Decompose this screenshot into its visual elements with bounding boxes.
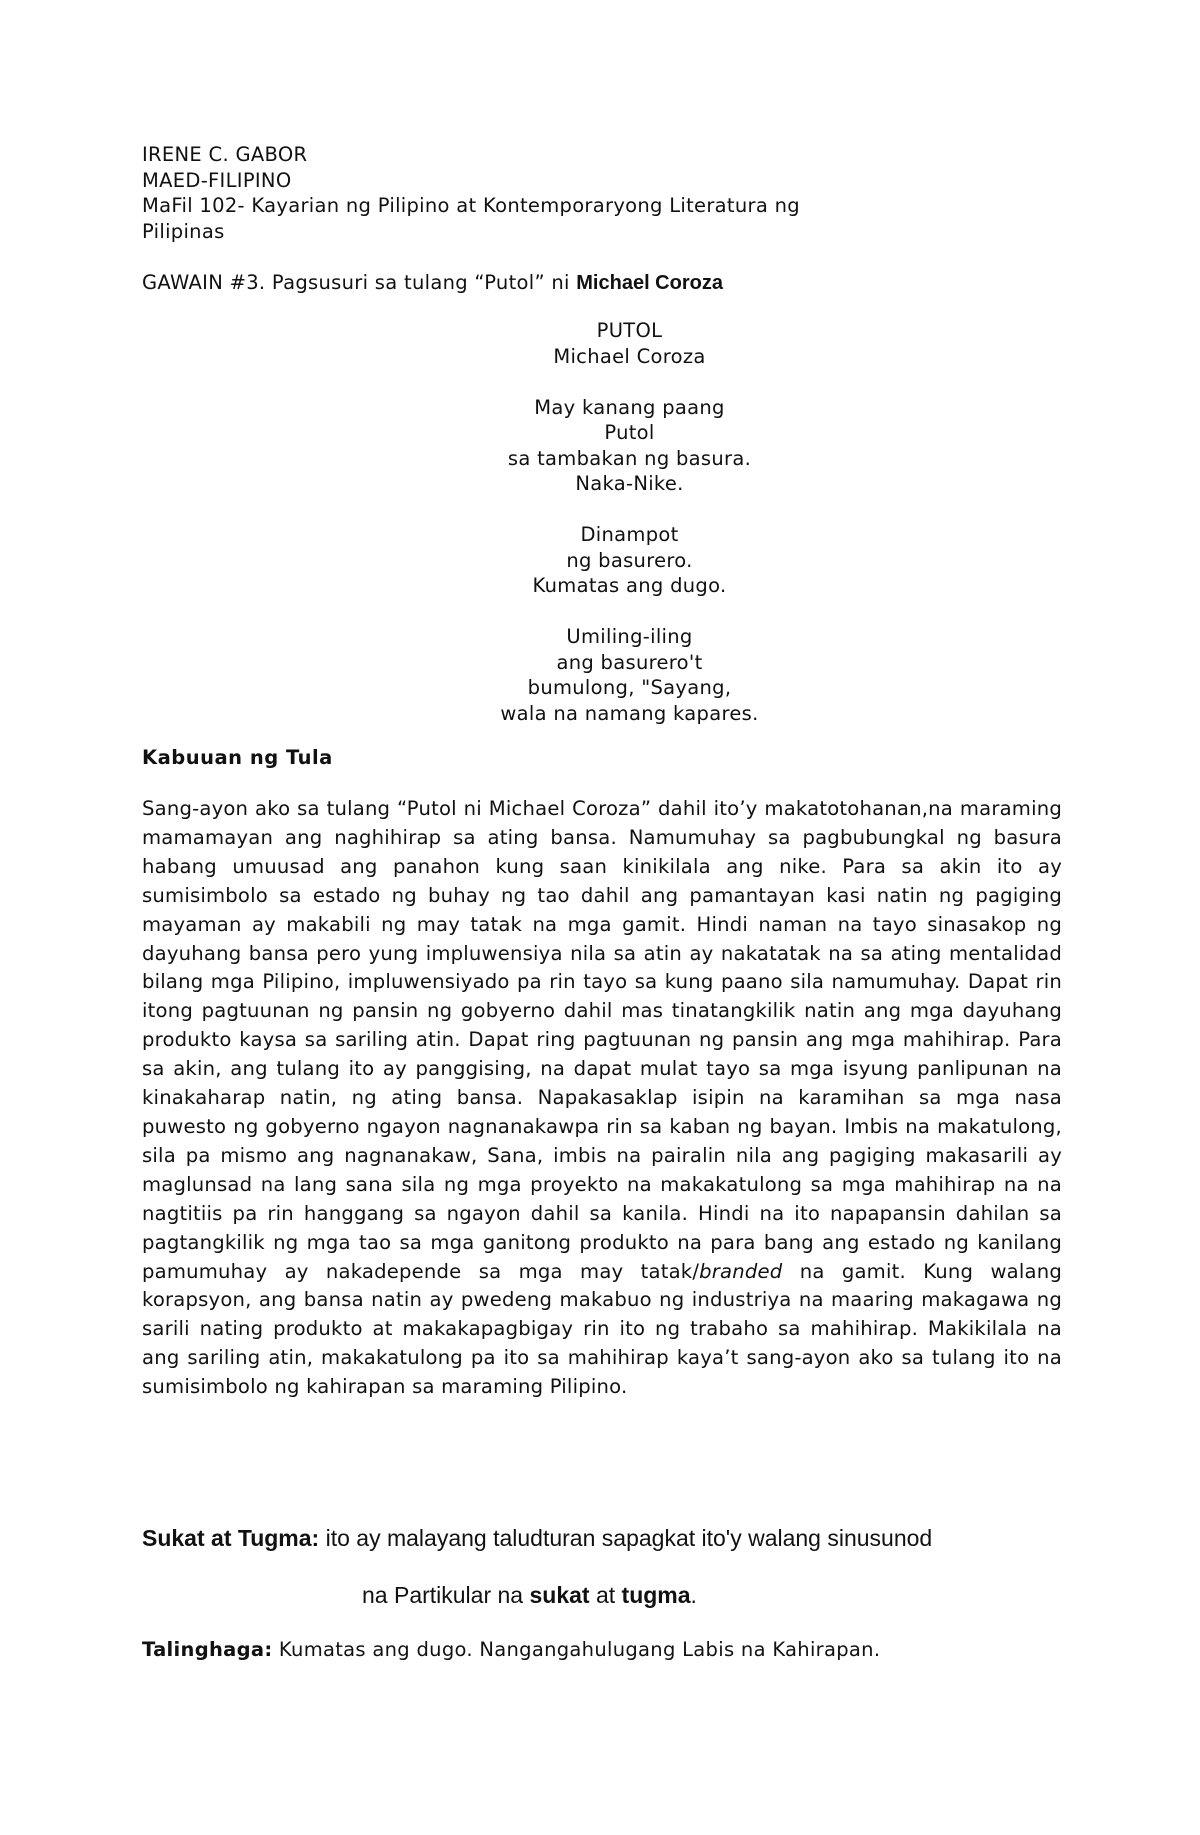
poem-line: sa tambakan ng basura. [507, 446, 752, 470]
poem-line: bumulong, "Sayang, [527, 676, 732, 699]
author-name: IRENE C. GABOR [142, 143, 308, 166]
tugma-word: tugma [621, 1582, 691, 1608]
sukat-cont-prefix: na Partikular na [362, 1582, 530, 1608]
program-name: MAED-FILIPINO [142, 168, 292, 192]
sukat-tugma-continuation [362, 1582, 697, 1609]
sukat-tugma-text: ito ay malayang taludturan sapagkat ito'y walang sinusunod [319, 1525, 933, 1551]
sukat-cont-mid: at [589, 1582, 622, 1608]
poem-line: May kanang paang [534, 395, 725, 419]
poem-line: Putol [604, 421, 655, 444]
sukat-cont-end: . [690, 1582, 697, 1608]
poem-stanza-2 [142, 522, 1117, 599]
essay-italic-word: branded [699, 1259, 783, 1283]
section-heading: Kabuuan ng Tula [142, 746, 333, 769]
talinghaga-text: Kumatas ang dugo. Nangangahulugang Labis na Kahirapan. [272, 1638, 881, 1661]
poem-line: wala na namang kapares. [500, 701, 759, 725]
poem-poet: Michael Coroza [553, 344, 706, 368]
course-title-line-2: Pilipinas [142, 219, 225, 243]
poem-title: PUTOL [596, 319, 663, 342]
activity-title-poet: Michael Coroza [576, 272, 723, 294]
sukat-word: sukat [529, 1582, 590, 1608]
poem-line: ng basurero. [566, 548, 693, 572]
activity-title-prefix: GAWAIN #3. Pagsusuri sa tulang “Putol” ni [142, 271, 577, 294]
poem-line: Umiling-iling [566, 625, 693, 648]
poem-stanza-1 [142, 395, 1117, 497]
talinghaga-line [142, 1638, 880, 1661]
activity-title [142, 271, 723, 295]
poem-line: ang basurero't [556, 650, 703, 674]
poem [142, 318, 1117, 726]
essay-text-part-2: na gamit. Kung walang korapsyon, ang bansa natin ay pwedeng makabuo ng industriya na maaring makagawa ng sarili nating produkto at makakapagbigay rin ito ng trabaho sa mahihirap. Makikilala na ang sariling atin, makakatulong pa ito sa mahihirap kaya’t sang-ayon ako sa tulang ito na sumisimbolo ng kahirapan sa maraming Pilipino. [142, 1259, 1062, 1399]
course-title-line-1: MaFil 102- Kayarian ng Pilipino at Kontemporaryong Literatura ng [142, 194, 800, 217]
sukat-tugma-line [142, 1524, 1062, 1552]
talinghaga-label: Talinghaga: [142, 1638, 273, 1661]
sukat-tugma-label: Sukat at Tugma: [142, 1525, 320, 1551]
document-header [142, 142, 1062, 244]
poem-line: Dinampot [580, 523, 679, 546]
essay-paragraph [142, 795, 1062, 1402]
poem-stanza-3 [142, 624, 1117, 726]
essay-text-part-1: Sang-ayon ako sa tulang “Putol ni Michael Coroza” dahil ito’y makatotohanan,na maraming mamamayan ang naghihirap sa ating bansa. Namumuhay sa pagbubungkal ng basura habang umuusad ang panahon kung saan kinikilala ang nike. Para sa akin ito ay sumisimbolo sa estado ng buhay ng tao dahil ang pamantayan kasi natin ng pagiging mayaman ay makabili ng may tatak na mga gamit. Hindi naman na tayo sinasakop ng dayuhang bansa pero yung impluwensiya nila sa atin ay nakatatak na sa ating mentalidad bilang mga Pilipino, impluwensiyado pa rin tayo sa kung paano sila namumuhay. Dapat rin itong pagtuunan ng pansin ng gobyerno dahil mas tinatangkilik natin ang mga dayuhang produkto kaysa sa sariling atin. Dapat ring pagtuunan ng pansin ang mga mahihirap. Para sa akin, ang tulang ito ay panggising, na dapat mulat tayo sa mga isyung panlipunan na kinakaharap natin, ng ating bansa. Napakasaklap isipin na karamihan sa mga nasa puwesto ng gobyerno ngayon nagnanakawpa rin sa kaban ng bayan. Imbis na makatulong, sila pa mismo ang nagnanakaw, Sana, imbis na pairalin nila ang pagiging makasarili ay maglunsad na lang sana sila ng mga proyekto na makakatulong sa mga mahihirap na na nagtitiis pa rin hanggang sa ngayon dahil sa kanila. Hindi na ito napapansin dahilan sa pagtangkilik ng mga tao sa mga ganitong produkto na para bang ang estado ng kanilang pamumuhay ay nakadepende sa mga may tatak/ [142, 797, 1062, 1283]
poem-line: Kumatas ang dugo. [532, 574, 727, 597]
poem-line: Naka-Nike. [575, 472, 684, 495]
